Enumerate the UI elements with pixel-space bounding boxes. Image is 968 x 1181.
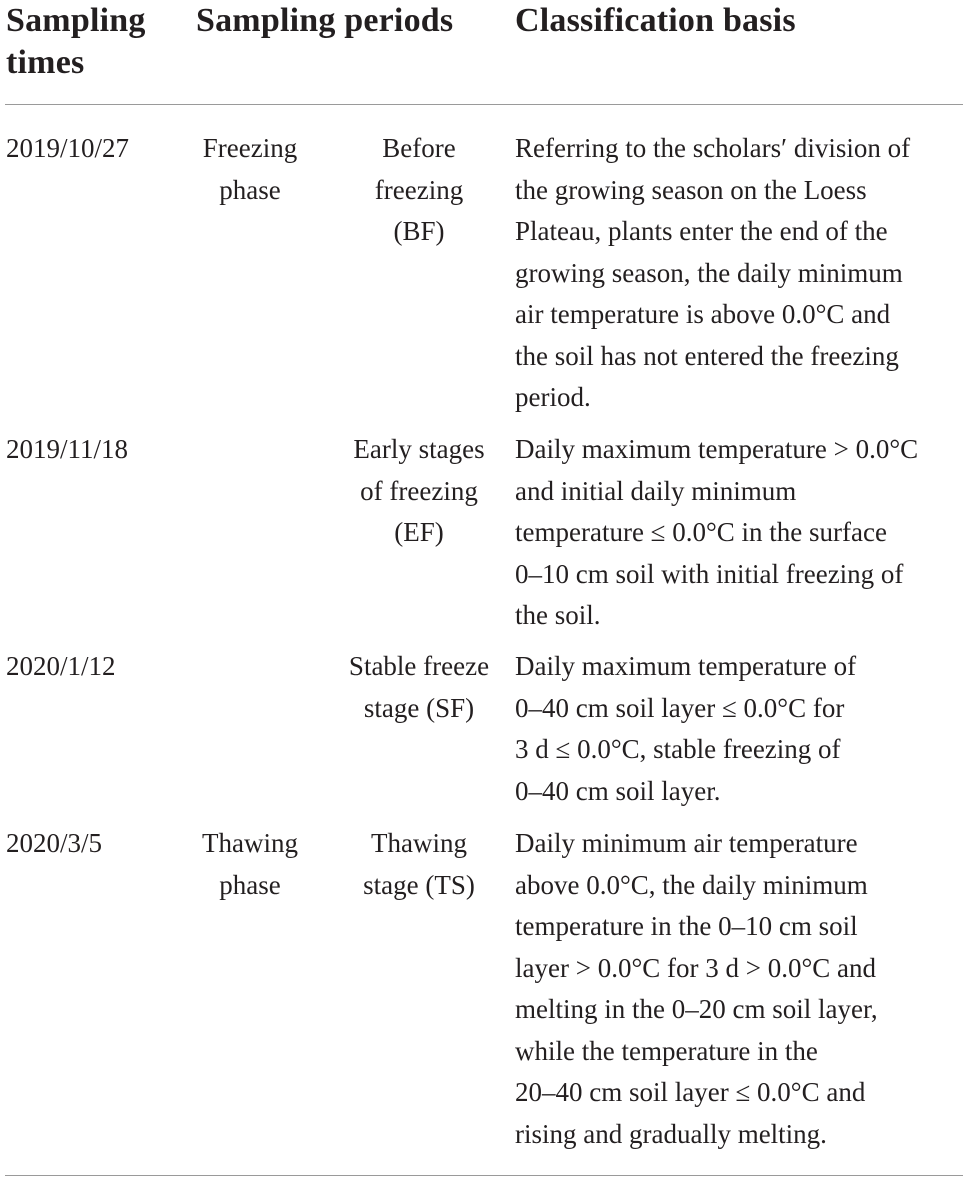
stage-line: Thawing xyxy=(371,828,467,858)
basis-line: Daily maximum temperature > 0.0°C xyxy=(515,434,919,464)
classification-basis-cell xyxy=(515,823,960,1155)
basis-line: 0–40 cm soil layer ≤ 0.0°C for xyxy=(515,692,845,723)
sampling-time-cell: 2019/10/27 xyxy=(6,133,130,163)
header-sampling-times-line1: Sampling xyxy=(6,2,146,39)
basis-line: and initial daily minimum xyxy=(515,475,797,506)
basis-line: the soil. xyxy=(515,600,601,630)
basis-line: period. xyxy=(515,382,591,412)
stage-line: Early stages xyxy=(353,434,485,464)
sampling-time-cell: 2020/3/5 xyxy=(6,828,103,858)
basis-line: air temperature is above 0.0°C and xyxy=(515,299,891,329)
basis-line: Daily maximum temperature of xyxy=(515,651,857,681)
basis-line: the soil has not entered the freezing xyxy=(515,340,899,371)
basis-line: 0–10 cm soil with initial freezing of xyxy=(515,558,904,589)
stage-line: (BF) xyxy=(393,216,445,246)
stage-cell xyxy=(334,823,504,906)
header-sampling-times-line2: times xyxy=(6,44,85,81)
basis-line: Referring to the scholars′ division of xyxy=(515,133,911,163)
stage-cell xyxy=(334,429,504,554)
sampling-time-cell: 2019/11/18 xyxy=(6,434,129,464)
phase-line: phase xyxy=(219,869,281,900)
basis-line: rising and gradually melting. xyxy=(515,1118,827,1149)
basis-line: Plateau, plants enter the end of the xyxy=(515,216,888,246)
phase-line: Freezing xyxy=(202,133,298,163)
header-classification-basis: Classification basis xyxy=(515,2,796,39)
stage-cell xyxy=(334,646,504,729)
footer-rule xyxy=(5,1175,963,1176)
stage-cell xyxy=(334,128,504,253)
stage-line: stage (SF) xyxy=(363,692,475,723)
basis-line: temperature in the 0–10 cm soil xyxy=(515,911,858,941)
basis-line: growing season, the daily minimum xyxy=(515,257,903,288)
basis-line: above 0.0°C, the daily minimum xyxy=(515,869,868,900)
header-sampling-times xyxy=(6,0,146,84)
stage-line: Before xyxy=(382,133,456,163)
stage-line: Stable freeze xyxy=(348,651,490,681)
stage-line: (EF) xyxy=(394,517,444,547)
phase-cell xyxy=(180,823,320,906)
basis-line: melting in the 0–20 cm soil layer, xyxy=(515,994,878,1024)
basis-line: layer > 0.0°C for 3 d > 0.0°C and xyxy=(515,952,876,983)
basis-line: 0–40 cm soil layer. xyxy=(515,775,721,806)
sampling-time-cell: 2020/1/12 xyxy=(6,651,116,681)
basis-line: 20–40 cm soil layer ≤ 0.0°C and xyxy=(515,1077,866,1107)
stage-line: stage (TS) xyxy=(363,869,475,900)
basis-line: while the temperature in the xyxy=(515,1035,818,1066)
classification-basis-cell xyxy=(515,429,960,637)
header-rule xyxy=(5,104,963,105)
stage-line: freezing xyxy=(374,174,464,205)
phase-cell xyxy=(180,128,320,211)
classification-basis-cell xyxy=(515,128,960,419)
basis-line: 3 d ≤ 0.0°C, stable freezing of xyxy=(515,734,841,764)
stage-line: of freezing xyxy=(360,475,478,506)
basis-line: the growing season on the Loess xyxy=(515,174,867,205)
basis-line: temperature ≤ 0.0°C in the surface xyxy=(515,517,887,547)
phase-line: phase xyxy=(219,174,281,205)
classification-basis-cell xyxy=(515,646,960,812)
phase-line: Thawing xyxy=(202,828,298,858)
basis-line: Daily minimum air temperature xyxy=(515,828,858,858)
header-sampling-periods: Sampling periods xyxy=(196,2,454,39)
